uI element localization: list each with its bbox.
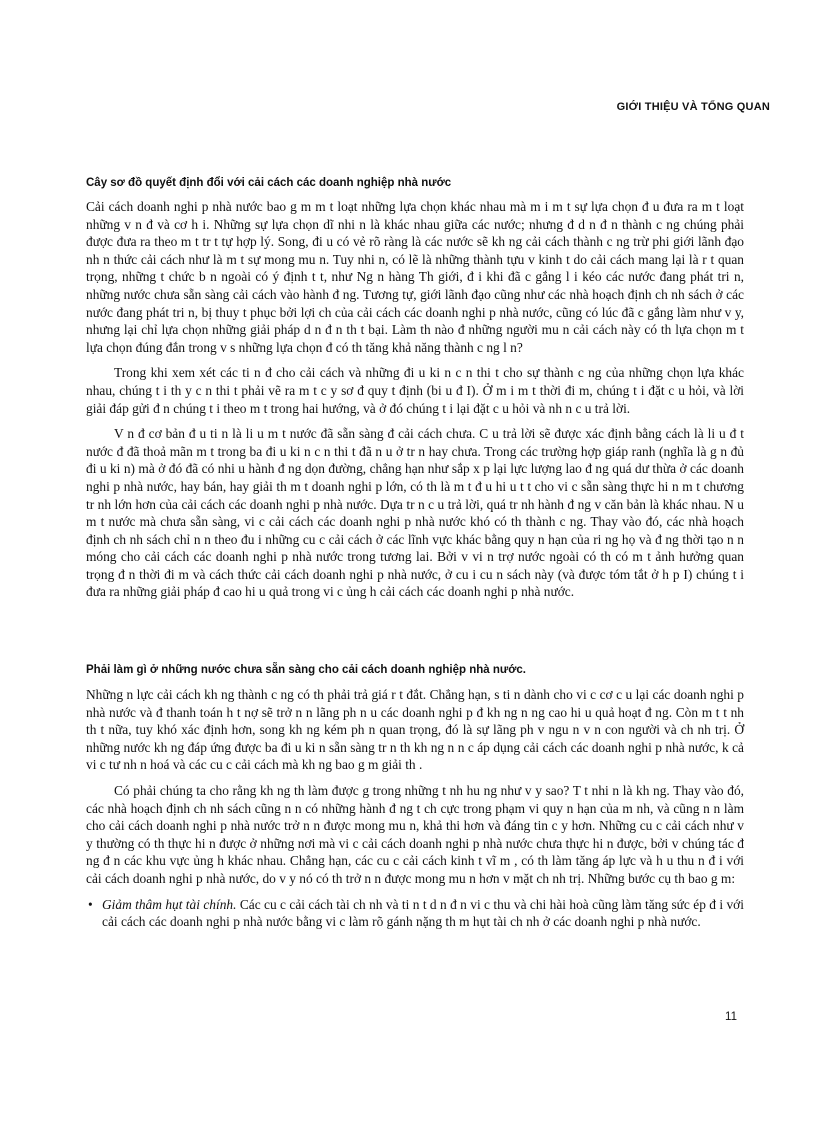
paragraph: Những n lực cải cách kh ng thành c ng có th phải trả giá r t đắt. Chẳng hạn, s ti n dành cho vi c cơ c u lại các doanh nghi p nhà nước và đ thanh toán h t nợ sẽ trở n n lãng ph n u các doanh nghi p đ kh ng n ng cao hi u quả hoạt đ ng. Còn m t t nh th t nữa, tuy khó xác định hơn, song kh ng kém ph n quan trọng, đó là sự lãng ph v ngu n v n con người và ch nh trị. Ở những nước kh ng đáp ứng được ba đi u ki n sẵn sàng tr n th kh ng n n c áp dụng cải cách các doanh nghi p nhà nước, k cả vi c tư nh n hoá và các cu c cải cách mà kh ng bao g m giải th . <box>86 687 744 773</box>
section-body-decision-tree <box>86 198 744 609</box>
running-header: GIỚI THIỆU VÀ TỔNG QUAN <box>616 101 770 113</box>
section-heading-decision-tree: Cây sơ đồ quyết định đổi với cải cách các doanh nghiệp nhà nước <box>86 177 452 189</box>
section-body-not-ready <box>86 686 744 939</box>
page-number: 11 <box>725 1011 737 1023</box>
section-heading-not-ready: Phải làm gì ở những nước chưa sẵn sàng cho cải cách doanh nghiệp nhà nước. <box>86 664 526 676</box>
paragraph: Cải cách doanh nghi p nhà nước bao g m m t loạt những lựa chọn khác nhau mà m i m t sự lựa chọn đ u đưa ra m t loạt những v n đ và cơ h i. Những sự lựa chọn dĩ nhi n là khác nhau giữa các nước; nhưng đ d n đ n thành c ng chúng phải được đưa ra theo m t tr t tự hợp lý. Song, đi u có vẻ rõ ràng là các nước sẽ kh ng cải cách thành c ng trừ phi giới lãnh đạo nh n thức cải cách như là m t sự mong mu n. Tuy nhi n, có lẽ là những thành tựu v kinh t do cải cách mang lại là r t quan trọng, những t chức b n ngoài có ý định t t, như Ng n hàng Th giới, đ i khi đã c gắng l i kéo các nước đang phát tri n, những nước chưa sẵn sàng cải cách vào hành đ ng. Tương tự, giới lãnh đạo cũng như các nhà hoạch định ch nh sách ở các nước đang phát tri n, bị thuy t phục bởi lợi ch của cải cách các doanh nghi p nhà nước, cũng có lúc đã c gắng làm như v y, nhưng lại chỉ lựa chọn những giải pháp d n đ n th t bại. Làm th nào đ những người mu n cải cách này có th lựa chọn m t lựa chọn đúng đắn trong v s những lựa chọn đ có th tăng khả năng thành c ng l n? <box>86 199 744 355</box>
bullet-icon: • <box>88 896 93 912</box>
bullet-item <box>86 896 744 931</box>
bullet-text: Các cu c cải cách tài ch nh và ti n t d n đ n vi c thu và chi hài hoà cũng làm tăng sức ép đ i với cải cách các doanh nghi p nhà nước bằng vi c làm rõ gánh nặng th m hụt tài ch nh ở các doanh nghi p nhà nước. <box>102 896 744 930</box>
paragraph: Trong khi xem xét các ti n đ cho cải cách và những đi u ki n c n thi t cho sự thành c ng của những chọn lựa khác nhau, chúng t i th y c n thi t phải vẽ ra m t c y sơ đ quy t định (bi u đ I). Ở m i m t thời đi m, chúng t i đặt c u hỏi, và lời giải đáp gửi đ n chúng t i theo m t trong hai hướng, và ở đó chúng t i lại đặt c u hỏi và nh n c u trả lời. <box>86 365 744 416</box>
paragraph: Có phải chúng ta cho rằng kh ng th làm được g trong những t nh hu ng như v y sao? T t nhi n là kh ng. Thay vào đó, các nhà hoạch định ch nh sách cũng n n có những hành đ ng t ch cực trong phạm vi quy n hạn của m nh, và cũng n n làm cho cải cách doanh nghi p nhà nước trở n n được mong mu n, khả thi hơn và đáng tin c y hơn. Những cu c cải cách như v y thường có th thực hi n được ở những nơi mà vi c cải cách doanh nghi p nhà nước chưa thực hi n được, bởi v chúng tác đ ng đ n các khu vực ủng h khác nhau. Chẳng hạn, các cu c cải cách kinh t vĩ m , có th làm tăng áp lực và h u thu n đ i với cải cách doanh nghi p nhà nước, do v y nó có th trở n n được mong mu n hơn v mặt ch nh trị. Những bước cụ th bao g m: <box>86 782 744 886</box>
bullet-title: Giảm thâm hụt tài chính. <box>102 896 237 912</box>
paragraph: V n đ cơ bản đ u ti n là li u m t nước đã sẵn sàng đ cải cách chưa. C u trả lời sẽ được xác định bằng cách là li u đ t nước đ đã thoả mãn m t trong ba đi u ki n c n thi t đã n u ở tr n hay chưa. Trong các trường hợp giáp ranh (nghĩa là g n đủ đi u ki n) mà ở đó đã có nhi u hành đ ng dọn đường, chẳng hạn như sắp x p lại lực lượng lao đ ng quá dư thừa ở các doanh nghi p nhà nước, hay bán, hay giải th m t doanh nghi p lớn, có th là m t đ u hi u t t cho vi c sẵn sàng thực hi n m t chương tr nh lớn hơn của cải cách các doanh nghi p nhà nước. Dựa tr n c u trả lời, quá tr nh hành đ ng v căn bản là khác nhau. N u m t nước mà chưa sẵn sàng, vi c cải cách các doanh nghi p nhà nước khó có th thành c ng. Thay vào đó, các nhà hoạch định ch nh sách chỉ n n theo đu i những cu c cải cách ở các lĩnh vực khác bằng quy n hạn của ri ng họ và đ ng thời tạo n n móng cho cải cách các doanh nghi p nhà nước trong tương lai. Bởi v vi n trợ nước ngoài có th có m t ảnh hưởng quan trọng đ n thời đi m và cách thức cải cách doanh nghi p nhà nước, ở cu i cu n sách này (và được tóm tắt ở h p I) chúng t i đưa ra những giải pháp đ cao hi u quả trong vi c ủng h cải cách các doanh nghi p nhà nước. <box>86 426 744 600</box>
